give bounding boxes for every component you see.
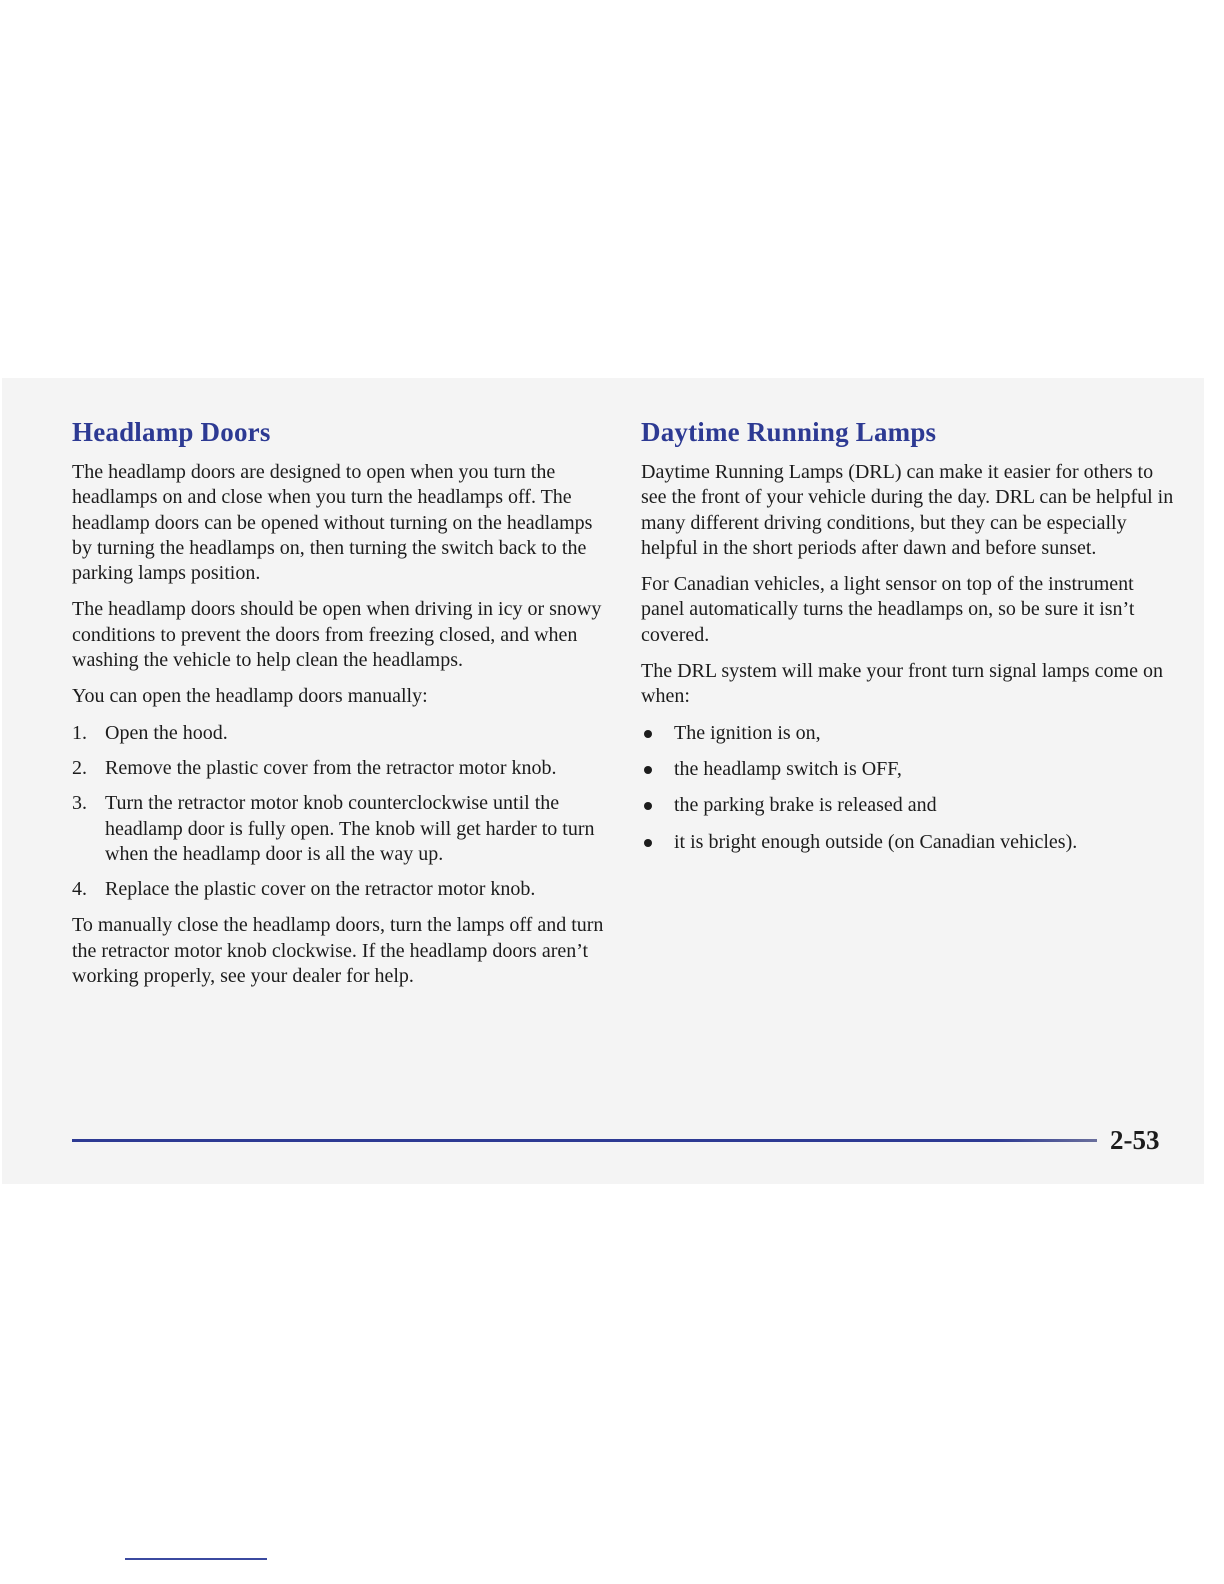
- paragraph: The DRL system will make your front turn signal lamps come on when:: [641, 660, 1163, 708]
- conditions-list: [641, 721, 1176, 855]
- bullet-icon: [644, 839, 652, 847]
- paragraph: For Canadian vehicles, a light sensor on top of the instrument panel automatically turns the headlamps on, so be sure it isn’t covered.: [641, 573, 1135, 646]
- step-text: Turn the retractor motor knob counterclockwise until the headlamp door is fully open. The knob will get harder to turn when the headlamp door is all the way up.: [105, 792, 595, 865]
- list-item: [72, 877, 607, 902]
- step-text: Remove the plastic cover from the retractor motor knob.: [105, 756, 557, 779]
- list-item: [641, 757, 1176, 782]
- bullet-icon: [644, 802, 652, 810]
- steps-list: [72, 721, 607, 903]
- list-item: [72, 721, 607, 746]
- paragraph: You can open the headlamp doors manually:: [72, 685, 428, 708]
- bullet-icon: [644, 766, 652, 774]
- bullet-icon: [644, 730, 652, 738]
- bullet-text: the parking brake is released and: [674, 794, 937, 817]
- step-number: 3.: [72, 792, 87, 815]
- step-text: Replace the plastic cover on the retractor motor knob.: [105, 878, 536, 901]
- bottom-divider: [125, 1558, 267, 1560]
- section-heading: Headlamp Doors: [72, 417, 271, 447]
- footer-divider: [72, 1139, 1097, 1142]
- bullet-text: The ignition is on,: [674, 721, 821, 744]
- paragraph: The headlamp doors are designed to open when you turn the headlamps on and close when you turn the headlamps off. The headlamp doors can be opened without turning on the headlamps by turning the headlamps on, then turning the switch back to the parking lamps position.: [72, 461, 593, 585]
- list-item: [641, 721, 1176, 746]
- step-number: 2.: [72, 756, 87, 779]
- step-number: 4.: [72, 878, 87, 901]
- section-heading: Daytime Running Lamps: [641, 417, 937, 447]
- paragraph: To manually close the headlamp doors, turn the lamps off and turn the retractor motor knob clockwise. If the headlamp doors aren’t working properly, see your dealer for help.: [72, 914, 604, 988]
- bullet-text: it is bright enough outside (on Canadian vehicles).: [674, 830, 1078, 853]
- list-item: [641, 830, 1176, 855]
- paragraph: The headlamp doors should be open when driving in icy or snowy conditions to prevent the doors from freezing closed, and when washing the vehicle to help clean the headlamps.: [72, 598, 602, 672]
- list-item: [641, 793, 1176, 818]
- daytime-running-lamps-section: [641, 417, 1176, 866]
- headlamp-doors-section: [72, 417, 607, 1000]
- step-number: 1.: [72, 721, 87, 744]
- page-number: 2-53: [1110, 1125, 1160, 1155]
- list-item: [72, 791, 607, 867]
- paragraph: Daytime Running Lamps (DRL) can make it easier for others to see the front of your vehicle during the day. DRL can be helpful in many different driving conditions, but they can be especially helpful in the short periods after dawn and before sunset.: [641, 461, 1174, 559]
- list-item: [72, 756, 607, 781]
- step-text: Open the hood.: [105, 721, 228, 744]
- bullet-text: the headlamp switch is OFF,: [674, 757, 902, 780]
